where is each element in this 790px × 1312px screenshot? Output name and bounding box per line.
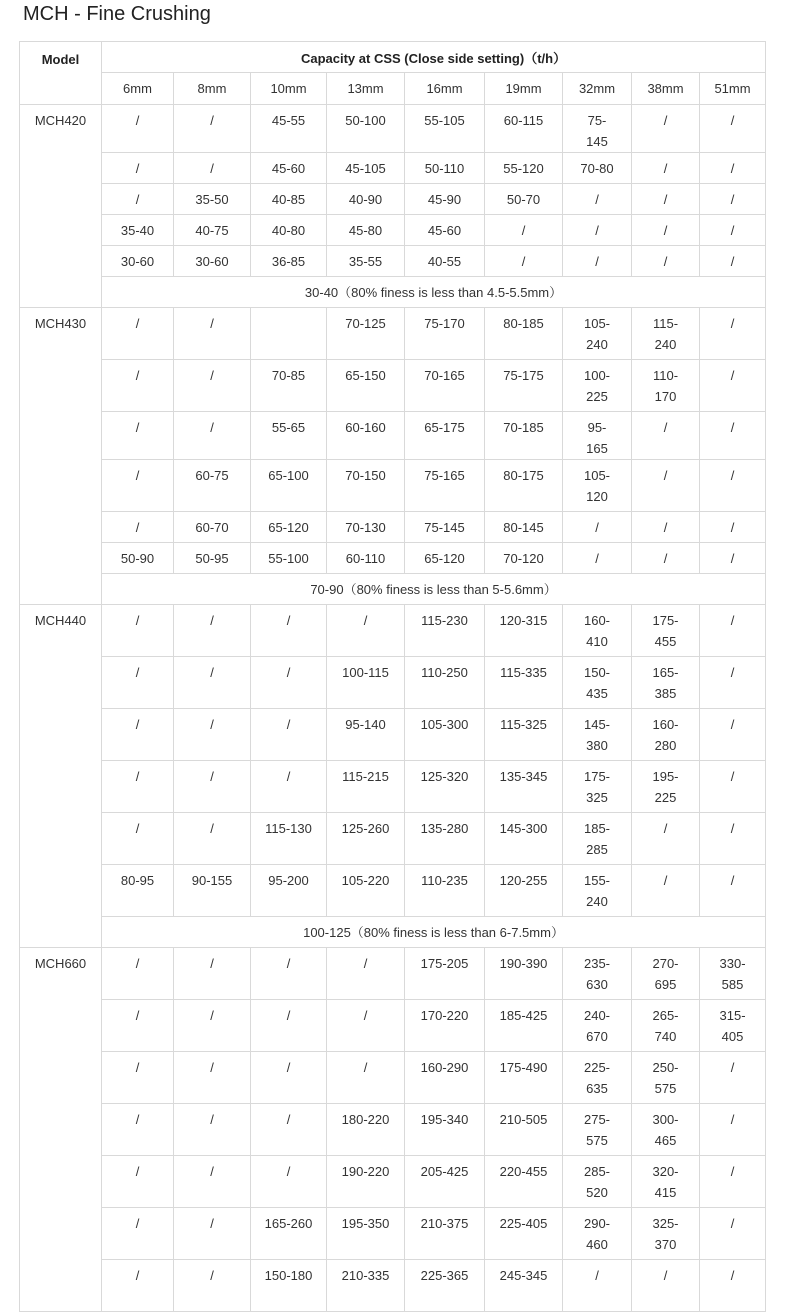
capacity-cell: 290-460 xyxy=(563,1208,632,1260)
capacity-cell: 60-160 xyxy=(327,412,405,460)
capacity-cell: / xyxy=(632,184,700,215)
capacity-cell: 50-70 xyxy=(485,184,563,215)
capacity-cell: / xyxy=(563,246,632,277)
capacity-cell: 250-575 xyxy=(632,1052,700,1104)
capacity-cell: 330-585 xyxy=(700,948,766,1000)
capacity-cell: 80-185 xyxy=(485,308,563,360)
capacity-cell: / xyxy=(700,412,766,460)
capacity-cell: 165-385 xyxy=(632,657,700,709)
capacity-cell: / xyxy=(632,1260,700,1312)
capacity-cell: 75-145 xyxy=(405,512,485,543)
table-row xyxy=(20,761,766,813)
table-row xyxy=(20,105,766,153)
capacity-cell: / xyxy=(563,184,632,215)
table-row xyxy=(20,184,766,215)
capacity-cell: 40-90 xyxy=(327,184,405,215)
capacity-cell: 120-255 xyxy=(485,865,563,917)
capacity-cell: / xyxy=(700,543,766,574)
capacity-cell: 220-455 xyxy=(485,1156,563,1208)
capacity-cell: 115-130 xyxy=(251,813,327,865)
capacity-cell: 120-315 xyxy=(485,605,563,657)
capacity-cell: 55-105 xyxy=(405,105,485,153)
capacity-cell: / xyxy=(174,153,251,184)
capacity-cell: / xyxy=(485,246,563,277)
capacity-cell: 160-290 xyxy=(405,1052,485,1104)
capacity-cell: / xyxy=(700,1052,766,1104)
capacity-cell: 125-260 xyxy=(327,813,405,865)
capacity-cell: / xyxy=(700,308,766,360)
capacity-cell: / xyxy=(251,605,327,657)
capacity-cell: 50-95 xyxy=(174,543,251,574)
capacity-cell: / xyxy=(174,709,251,761)
fineness-note: 100-125（80% finess is less than 6-7.5mm） xyxy=(102,917,766,948)
capacity-cell: / xyxy=(632,512,700,543)
capacity-cell: 265-740 xyxy=(632,1000,700,1052)
size-header: 10mm xyxy=(251,73,327,105)
table-row xyxy=(20,813,766,865)
capacity-cell: / xyxy=(174,1156,251,1208)
capacity-cell: / xyxy=(174,308,251,360)
capacity-cell: / xyxy=(700,1104,766,1156)
capacity-cell: / xyxy=(563,512,632,543)
capacity-cell: 180-220 xyxy=(327,1104,405,1156)
capacity-cell: / xyxy=(251,709,327,761)
capacity-cell: 110-250 xyxy=(405,657,485,709)
table-row xyxy=(20,308,766,360)
capacity-cell: 40-85 xyxy=(251,184,327,215)
model-name: MCH420 xyxy=(20,105,102,308)
capacity-cell: / xyxy=(102,1104,174,1156)
capacity-cell: 75-145 xyxy=(563,105,632,153)
capacity-cell: / xyxy=(700,360,766,412)
capacity-cell: 325-370 xyxy=(632,1208,700,1260)
capacity-cell: / xyxy=(251,1156,327,1208)
capacity-cell: 195-225 xyxy=(632,761,700,813)
capacity-cell: 245-345 xyxy=(485,1260,563,1312)
capacity-cell: / xyxy=(632,543,700,574)
capacity-header: Capacity at CSS (Close side setting)（t/h） xyxy=(102,42,766,73)
note-row xyxy=(20,917,766,948)
capacity-cell: / xyxy=(700,153,766,184)
capacity-cell: 95-140 xyxy=(327,709,405,761)
model-header: Model xyxy=(20,42,102,105)
capacity-cell: 100-115 xyxy=(327,657,405,709)
capacity-cell: / xyxy=(174,605,251,657)
capacity-cell: / xyxy=(102,948,174,1000)
capacity-cell: 50-100 xyxy=(327,105,405,153)
capacity-cell: 75-175 xyxy=(485,360,563,412)
capacity-cell: / xyxy=(251,1052,327,1104)
capacity-cell: 65-100 xyxy=(251,460,327,512)
capacity-cell: / xyxy=(700,1260,766,1312)
capacity-cell: 40-80 xyxy=(251,215,327,246)
sizes-row xyxy=(20,73,766,105)
table-row xyxy=(20,1000,766,1052)
capacity-cell: 135-345 xyxy=(485,761,563,813)
capacity-cell: 175-455 xyxy=(632,605,700,657)
capacity-cell: 30-60 xyxy=(102,246,174,277)
capacity-cell: / xyxy=(174,948,251,1000)
capacity-cell: 150-180 xyxy=(251,1260,327,1312)
capacity-cell: / xyxy=(700,709,766,761)
size-header: 51mm xyxy=(700,73,766,105)
capacity-cell: 115-325 xyxy=(485,709,563,761)
capacity-cell: 145-300 xyxy=(485,813,563,865)
model-name: MCH430 xyxy=(20,308,102,605)
capacity-cell: / xyxy=(251,657,327,709)
capacity-cell: 285-520 xyxy=(563,1156,632,1208)
capacity-cell: 90-155 xyxy=(174,865,251,917)
capacity-cell: 65-150 xyxy=(327,360,405,412)
capacity-cell: 45-80 xyxy=(327,215,405,246)
capacity-cell: 115-335 xyxy=(485,657,563,709)
capacity-cell: 70-185 xyxy=(485,412,563,460)
capacity-cell: 75-170 xyxy=(405,308,485,360)
capacity-cell: 95-200 xyxy=(251,865,327,917)
capacity-cell: 105-220 xyxy=(327,865,405,917)
note-row xyxy=(20,277,766,308)
capacity-cell: / xyxy=(700,865,766,917)
capacity-cell xyxy=(251,308,327,360)
capacity-cell: 30-60 xyxy=(174,246,251,277)
capacity-cell: 45-90 xyxy=(405,184,485,215)
capacity-cell: / xyxy=(102,105,174,153)
size-header: 19mm xyxy=(485,73,563,105)
capacity-cell: / xyxy=(251,1104,327,1156)
capacity-cell: / xyxy=(632,215,700,246)
capacity-cell: / xyxy=(485,215,563,246)
size-header: 16mm xyxy=(405,73,485,105)
capacity-cell: / xyxy=(700,1156,766,1208)
capacity-cell: 110-170 xyxy=(632,360,700,412)
capacity-cell: 145-380 xyxy=(563,709,632,761)
capacity-cell: 70-130 xyxy=(327,512,405,543)
capacity-cell: 135-280 xyxy=(405,813,485,865)
capacity-cell: 175-490 xyxy=(485,1052,563,1104)
model-name: MCH440 xyxy=(20,605,102,948)
table-row xyxy=(20,246,766,277)
capacity-table xyxy=(19,41,766,1312)
capacity-cell: 185-425 xyxy=(485,1000,563,1052)
capacity-cell: / xyxy=(700,512,766,543)
capacity-cell: / xyxy=(700,761,766,813)
capacity-cell: 55-120 xyxy=(485,153,563,184)
capacity-cell: 175-205 xyxy=(405,948,485,1000)
capacity-cell: 275-575 xyxy=(563,1104,632,1156)
capacity-cell: 185-285 xyxy=(563,813,632,865)
capacity-cell: 40-55 xyxy=(405,246,485,277)
capacity-cell: / xyxy=(632,105,700,153)
capacity-cell: / xyxy=(174,1000,251,1052)
capacity-cell: 40-75 xyxy=(174,215,251,246)
capacity-cell: / xyxy=(102,1208,174,1260)
table-row xyxy=(20,153,766,184)
capacity-cell: 95-165 xyxy=(563,412,632,460)
capacity-cell: / xyxy=(174,1052,251,1104)
capacity-cell: 300-465 xyxy=(632,1104,700,1156)
capacity-cell: 315-405 xyxy=(700,1000,766,1052)
capacity-cell: 235-630 xyxy=(563,948,632,1000)
capacity-cell: / xyxy=(700,1208,766,1260)
capacity-cell: 165-260 xyxy=(251,1208,327,1260)
capacity-cell: / xyxy=(632,865,700,917)
capacity-cell: 105-240 xyxy=(563,308,632,360)
capacity-cell: / xyxy=(102,308,174,360)
capacity-cell: / xyxy=(632,460,700,512)
capacity-cell: / xyxy=(102,657,174,709)
capacity-cell: / xyxy=(251,761,327,813)
size-header: 6mm xyxy=(102,73,174,105)
capacity-cell: / xyxy=(174,761,251,813)
capacity-cell: / xyxy=(174,657,251,709)
table-row xyxy=(20,1208,766,1260)
capacity-cell: 35-40 xyxy=(102,215,174,246)
capacity-cell: / xyxy=(251,1000,327,1052)
capacity-cell: 115-215 xyxy=(327,761,405,813)
capacity-cell: 155-240 xyxy=(563,865,632,917)
capacity-cell: / xyxy=(632,153,700,184)
capacity-cell: / xyxy=(174,1260,251,1312)
size-header: 13mm xyxy=(327,73,405,105)
capacity-cell: / xyxy=(102,512,174,543)
capacity-cell: / xyxy=(700,184,766,215)
capacity-cell: / xyxy=(102,1052,174,1104)
capacity-cell: 65-120 xyxy=(251,512,327,543)
capacity-cell: 75-165 xyxy=(405,460,485,512)
capacity-cell: / xyxy=(327,948,405,1000)
capacity-cell: / xyxy=(102,184,174,215)
table-row xyxy=(20,460,766,512)
table-row xyxy=(20,512,766,543)
capacity-cell: / xyxy=(632,246,700,277)
size-header: 8mm xyxy=(174,73,251,105)
capacity-cell: 35-50 xyxy=(174,184,251,215)
capacity-cell: / xyxy=(632,412,700,460)
capacity-cell: 35-55 xyxy=(327,246,405,277)
capacity-cell: / xyxy=(700,813,766,865)
table-row xyxy=(20,1156,766,1208)
fineness-note: 30-40（80% finess is less than 4.5-5.5mm） xyxy=(102,277,766,308)
capacity-cell: 105-300 xyxy=(405,709,485,761)
capacity-cell: / xyxy=(327,1052,405,1104)
capacity-cell: 80-175 xyxy=(485,460,563,512)
header-row xyxy=(20,42,766,73)
size-header: 38mm xyxy=(632,73,700,105)
table-row xyxy=(20,543,766,574)
capacity-cell: 60-75 xyxy=(174,460,251,512)
capacity-cell: 55-65 xyxy=(251,412,327,460)
capacity-cell: 100-225 xyxy=(563,360,632,412)
capacity-cell: 65-175 xyxy=(405,412,485,460)
capacity-cell: / xyxy=(174,1104,251,1156)
table-row xyxy=(20,709,766,761)
capacity-cell: 115-230 xyxy=(405,605,485,657)
table-row xyxy=(20,948,766,1000)
table-row xyxy=(20,360,766,412)
capacity-cell: / xyxy=(102,1000,174,1052)
capacity-cell: 45-60 xyxy=(251,153,327,184)
capacity-cell: 175-325 xyxy=(563,761,632,813)
capacity-cell: 195-340 xyxy=(405,1104,485,1156)
table-row xyxy=(20,1104,766,1156)
capacity-cell: / xyxy=(700,460,766,512)
capacity-cell: / xyxy=(700,105,766,153)
capacity-cell: 70-80 xyxy=(563,153,632,184)
capacity-cell: 60-70 xyxy=(174,512,251,543)
table-row xyxy=(20,1260,766,1312)
model-name: MCH660 xyxy=(20,948,102,1312)
capacity-cell: / xyxy=(632,813,700,865)
table-row xyxy=(20,605,766,657)
capacity-cell: / xyxy=(174,360,251,412)
capacity-cell: / xyxy=(563,543,632,574)
capacity-cell: / xyxy=(563,215,632,246)
table-row xyxy=(20,215,766,246)
capacity-cell: / xyxy=(102,412,174,460)
capacity-cell: / xyxy=(102,153,174,184)
capacity-cell: 210-505 xyxy=(485,1104,563,1156)
capacity-cell: / xyxy=(102,709,174,761)
capacity-cell: / xyxy=(174,412,251,460)
capacity-cell: 225-365 xyxy=(405,1260,485,1312)
capacity-cell: 190-390 xyxy=(485,948,563,1000)
capacity-cell: / xyxy=(700,657,766,709)
capacity-cell: / xyxy=(700,215,766,246)
capacity-cell: / xyxy=(102,460,174,512)
capacity-cell: 160-410 xyxy=(563,605,632,657)
capacity-cell: / xyxy=(102,360,174,412)
capacity-cell: / xyxy=(251,948,327,1000)
capacity-cell: 270-695 xyxy=(632,948,700,1000)
capacity-cell: 80-95 xyxy=(102,865,174,917)
capacity-cell: / xyxy=(327,605,405,657)
capacity-cell: 36-85 xyxy=(251,246,327,277)
capacity-cell: 60-115 xyxy=(485,105,563,153)
capacity-cell: 105-120 xyxy=(563,460,632,512)
page-title: MCH - Fine Crushing xyxy=(23,3,211,25)
capacity-cell: / xyxy=(102,1260,174,1312)
capacity-cell: 125-320 xyxy=(405,761,485,813)
capacity-cell: 210-375 xyxy=(405,1208,485,1260)
capacity-cell: / xyxy=(102,761,174,813)
capacity-cell: 80-145 xyxy=(485,512,563,543)
size-header: 32mm xyxy=(563,73,632,105)
table-row xyxy=(20,1052,766,1104)
capacity-cell: 205-425 xyxy=(405,1156,485,1208)
capacity-cell: / xyxy=(174,105,251,153)
note-row xyxy=(20,574,766,605)
capacity-cell: 210-335 xyxy=(327,1260,405,1312)
fineness-note: 70-90（80% finess is less than 5-5.6mm） xyxy=(102,574,766,605)
capacity-cell: / xyxy=(174,1208,251,1260)
capacity-cell: 60-110 xyxy=(327,543,405,574)
capacity-cell: 110-235 xyxy=(405,865,485,917)
capacity-cell: 70-120 xyxy=(485,543,563,574)
capacity-cell: 150-435 xyxy=(563,657,632,709)
capacity-cell: 170-220 xyxy=(405,1000,485,1052)
capacity-cell: 115-240 xyxy=(632,308,700,360)
capacity-cell: 320-415 xyxy=(632,1156,700,1208)
table-row xyxy=(20,412,766,460)
capacity-cell: 240-670 xyxy=(563,1000,632,1052)
capacity-cell: / xyxy=(102,1156,174,1208)
capacity-cell: / xyxy=(327,1000,405,1052)
capacity-cell: 50-90 xyxy=(102,543,174,574)
capacity-cell: / xyxy=(563,1260,632,1312)
capacity-cell: 225-635 xyxy=(563,1052,632,1104)
capacity-cell: / xyxy=(700,246,766,277)
capacity-cell: / xyxy=(700,605,766,657)
capacity-cell: 70-85 xyxy=(251,360,327,412)
capacity-cell: 45-105 xyxy=(327,153,405,184)
capacity-cell: 55-100 xyxy=(251,543,327,574)
capacity-cell: 190-220 xyxy=(327,1156,405,1208)
capacity-cell: 50-110 xyxy=(405,153,485,184)
capacity-cell: 160-280 xyxy=(632,709,700,761)
capacity-cell: 45-55 xyxy=(251,105,327,153)
capacity-cell: / xyxy=(174,813,251,865)
capacity-cell: / xyxy=(102,813,174,865)
capacity-cell: / xyxy=(102,605,174,657)
capacity-cell: 195-350 xyxy=(327,1208,405,1260)
capacity-cell: 45-60 xyxy=(405,215,485,246)
table-row xyxy=(20,657,766,709)
capacity-cell: 65-120 xyxy=(405,543,485,574)
capacity-cell: 225-405 xyxy=(485,1208,563,1260)
table-row xyxy=(20,865,766,917)
capacity-cell: 70-165 xyxy=(405,360,485,412)
capacity-cell: 70-150 xyxy=(327,460,405,512)
capacity-cell: 70-125 xyxy=(327,308,405,360)
